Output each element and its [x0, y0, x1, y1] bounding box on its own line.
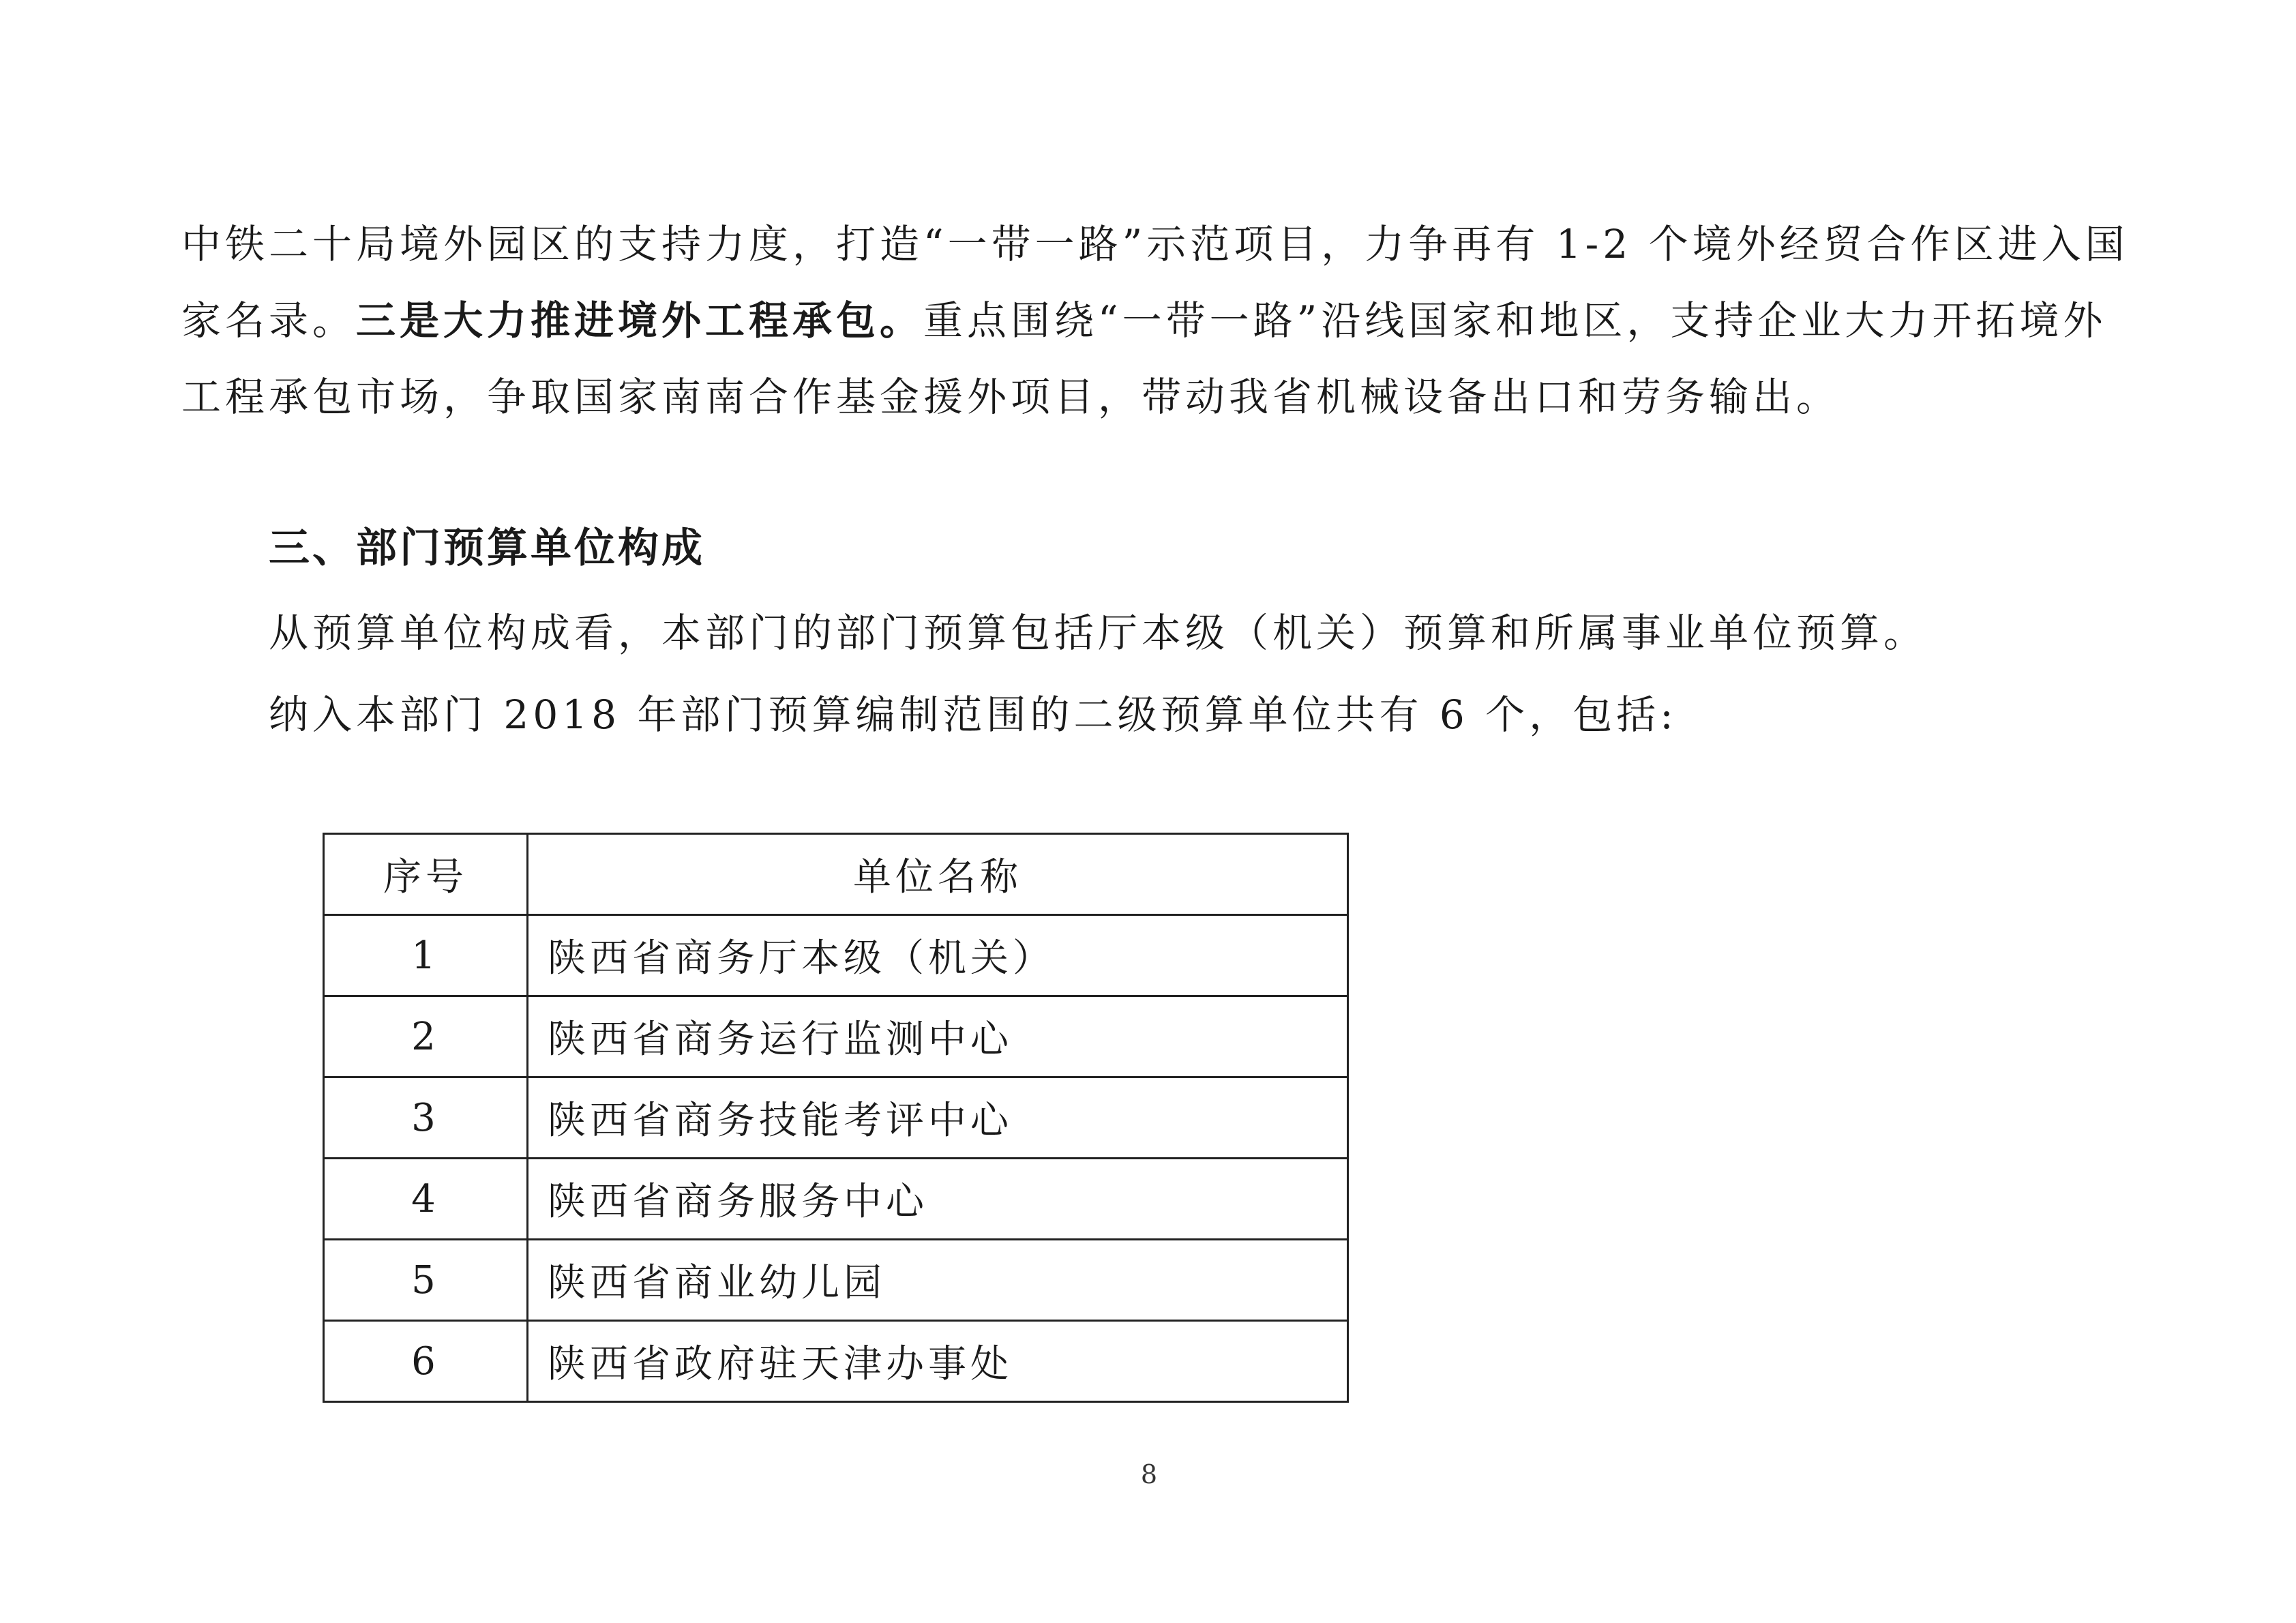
table-row	[324, 1321, 1348, 1402]
row-unit-name: 陕西省商务厅本级（机关）	[528, 915, 1348, 996]
row-serial-number: 6	[324, 1321, 528, 1402]
paragraph-text-part1: 中铁二十局境外园区的支持力度，打造“一带一路”示范项目，力争再有 1-2 个境外经贸合作区进入国家名录。	[181, 221, 2129, 344]
page-number: 8	[1140, 1459, 1158, 1489]
header-serial-number: 序号	[324, 834, 528, 915]
row-unit-name: 陕西省商业幼儿园	[528, 1240, 1348, 1321]
table-row	[324, 1077, 1348, 1159]
table-header-row	[324, 834, 1348, 915]
table-row	[324, 1240, 1348, 1321]
row-unit-name: 陕西省政府驻天津办事处	[528, 1321, 1348, 1402]
header-unit-name: 单位名称	[528, 834, 1348, 915]
row-serial-number: 2	[324, 996, 528, 1077]
row-unit-name: 陕西省商务服务中心	[528, 1159, 1348, 1240]
section-text-line-1: 从预算单位构成看，本部门的部门预算包括厅本级（机关）预算和所属事业单位预算。	[269, 610, 1928, 656]
row-serial-number: 3	[324, 1077, 528, 1159]
paragraph-text-part2: 重点围绕“一带一路”沿线国家和地区，支持企业大力开拓境外工程承包市场，争取国家南南合作基金援外项目，带动我省机械设备出口和劳务输出。	[181, 297, 2107, 420]
section-heading: 三、部门预算单位构成	[269, 524, 705, 572]
paragraph-bold-phrase: 三是大力推进境外工程承包。	[356, 297, 924, 344]
row-unit-name: 陕西省商务运行监测中心	[528, 996, 1348, 1077]
table-row	[324, 996, 1348, 1077]
row-serial-number: 1	[324, 915, 528, 996]
row-unit-name: 陕西省商务技能考评中心	[528, 1077, 1348, 1159]
row-serial-number: 5	[324, 1240, 528, 1321]
row-serial-number: 4	[324, 1159, 528, 1240]
section-text-line-2: 纳入本部门 2018 年部门预算编制范围的二级预算单位共有 6 个，包括:	[269, 691, 1678, 738]
table-row	[324, 1159, 1348, 1240]
table-row	[324, 915, 1348, 996]
budget-units-table	[323, 833, 1349, 1403]
body-paragraph	[181, 206, 2145, 435]
